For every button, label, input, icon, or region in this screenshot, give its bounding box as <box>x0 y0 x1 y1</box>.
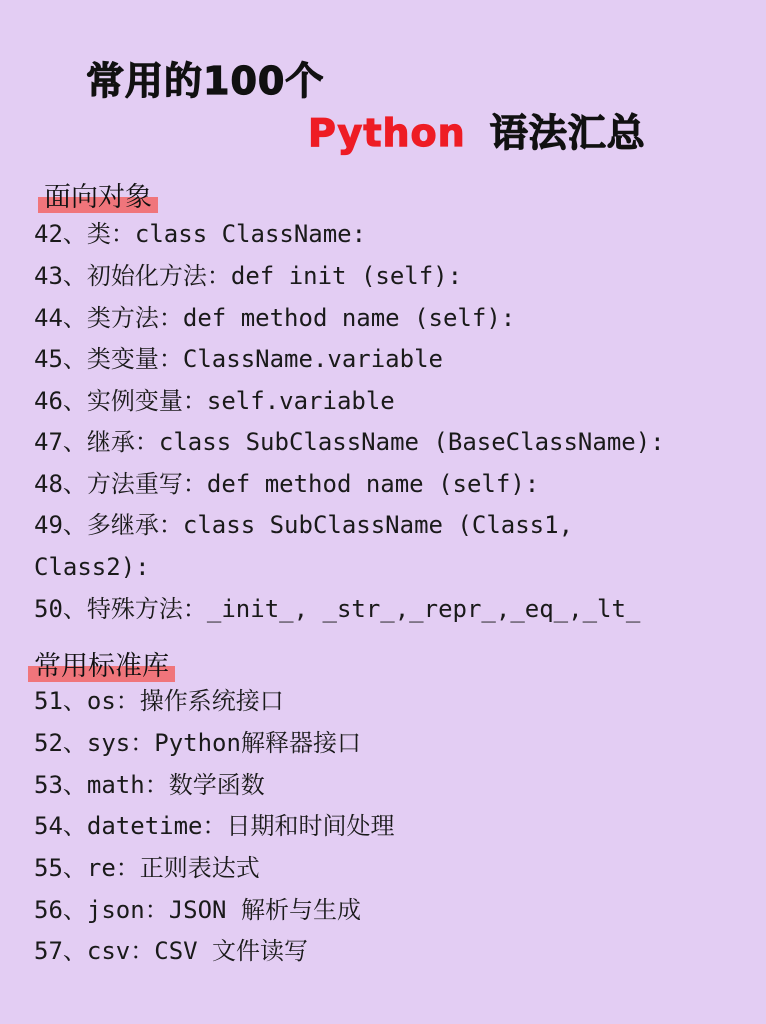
stdlib-item: 55、re：正则表达式 <box>34 854 260 882</box>
oop-item: 50、特殊方法：_init_, _str_,_repr_,_eq_,_lt_ <box>34 595 641 623</box>
oop-item: 48、方法重写：def method name (self): <box>34 470 540 498</box>
section-heading-oop <box>44 175 152 214</box>
section-heading-oop-text: 面向对象 <box>44 182 152 213</box>
oop-item: 42、类：class ClassName: <box>34 220 367 248</box>
oop-item: 43、初始化方法：def init (self): <box>34 262 463 290</box>
page-title-line-2 <box>308 102 646 157</box>
stdlib-item: 51、os：操作系统接口 <box>34 687 284 715</box>
stdlib-item: 53、math：数学函数 <box>34 771 265 799</box>
title-suffix-text: 语法汇总 <box>489 111 646 155</box>
stdlib-item: 52、sys：Python解释器接口 <box>34 729 361 757</box>
page-title-line-1: 常用的100个 <box>86 59 325 103</box>
section-heading-stdlib-text: 常用标准库 <box>34 651 169 682</box>
stdlib-item: 54、datetime：日期和时间处理 <box>34 812 395 840</box>
oop-item: 44、类方法：def method name (self): <box>34 304 516 332</box>
oop-item: 49、多继承：class SubClassName (Class1, <box>34 511 574 539</box>
oop-item: 47、继承：class SubClassName (BaseClassName): <box>34 428 665 456</box>
stdlib-item: 56、json：JSON 解析与生成 <box>34 896 361 924</box>
oop-item: 45、类变量：ClassName.variable <box>34 345 443 373</box>
python-accent-text: Python <box>308 111 466 155</box>
stdlib-item: 57、csv：CSV 文件读写 <box>34 937 309 965</box>
oop-item: 46、实例变量：self.variable <box>34 387 395 415</box>
oop-item-continuation: Class2): <box>34 553 150 581</box>
section-heading-stdlib <box>34 644 169 683</box>
